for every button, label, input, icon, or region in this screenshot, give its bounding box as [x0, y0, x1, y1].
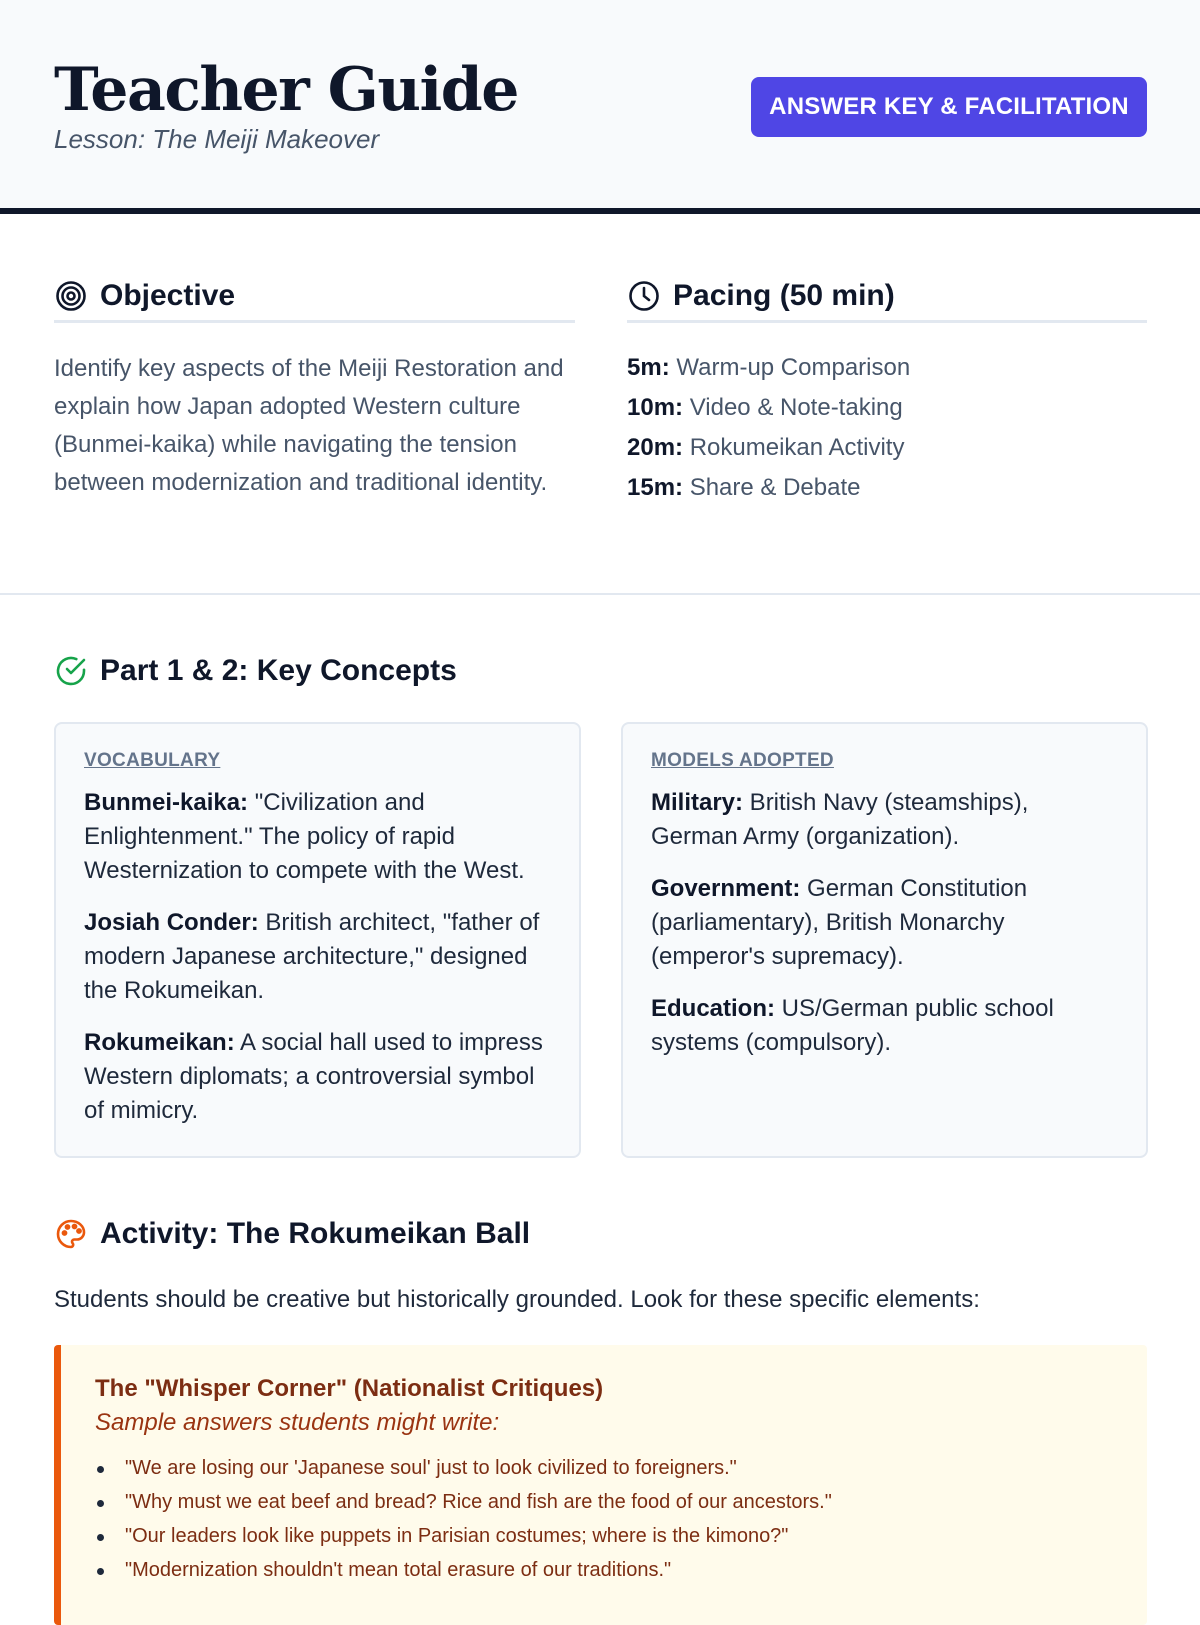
- vocabulary-card: [54, 722, 581, 1158]
- pacing-item: [627, 428, 910, 468]
- pacing-activity: Warm-up Comparison: [669, 354, 911, 381]
- vocab-definition: British architect, "father of modern Japanese architecture," designed the Rokumeikan.: [84, 909, 540, 1004]
- whisper-corner-callout: [54, 1345, 1147, 1625]
- vocab-term: Josiah Conder:: [84, 909, 259, 936]
- model-term: Government:: [651, 875, 801, 902]
- check-circle-icon: [54, 654, 88, 688]
- model-entry: [651, 872, 1118, 974]
- objective-heading-label: Objective: [100, 279, 236, 312]
- pacing-time: 10m:: [627, 394, 684, 421]
- model-entry: [651, 992, 1118, 1060]
- pacing-heading: [627, 279, 895, 313]
- vocab-entry: [84, 906, 551, 1008]
- lesson-subtitle: Lesson: The Meiji Makeover: [54, 124, 380, 154]
- model-term: Military:: [651, 789, 744, 816]
- sample-answer: "Our leaders look like puppets in Parisian costumes; where is the kimono?": [95, 1519, 1147, 1553]
- clock-icon: [627, 279, 661, 313]
- sample-answers-list: [95, 1451, 1147, 1587]
- page-header: [0, 0, 1200, 214]
- sample-answer: "We are losing our 'Japanese soul' just to look civilized to foreigners.": [95, 1451, 1147, 1485]
- concepts-heading-label: Part 1 & 2: Key Concepts: [100, 654, 457, 687]
- callout-title: The "Whisper Corner" (Nationalist Critiques): [95, 1375, 604, 1402]
- activity-intro: Students should be creative but historically grounded. Look for these specific elements:: [54, 1286, 980, 1313]
- vocab-term: Rokumeikan:: [84, 1029, 235, 1056]
- vocabulary-label: VOCABULARY: [84, 750, 221, 771]
- objective-heading: [54, 279, 235, 313]
- target-icon: [54, 279, 88, 313]
- pacing-item: [627, 348, 910, 388]
- model-definition: German Constitution (parliamentary), British Monarchy (emperor's supremacy).: [651, 875, 1028, 970]
- pacing-time: 15m:: [627, 474, 684, 501]
- sample-answer: "Why must we eat beef and bread? Rice and fish are the food of our ancestors.": [95, 1485, 1147, 1519]
- models-label: MODELS ADOPTED: [651, 750, 834, 771]
- pacing-list: [627, 348, 910, 508]
- vocab-definition: "Civilization and Enlightenment." The policy of rapid Westernization to compete with the West.: [84, 789, 525, 884]
- sample-answer: "Modernization shouldn't mean total erasure of our traditions.": [95, 1553, 1147, 1587]
- pacing-time: 20m:: [627, 434, 684, 461]
- vocab-entry: [84, 1026, 551, 1128]
- vocab-entry: [84, 786, 551, 888]
- vocab-definition: A social hall used to impress Western diplomats; a controversial symbol of mimicry.: [84, 1029, 543, 1124]
- objective-rule: [54, 320, 575, 323]
- pacing-activity: Share & Debate: [683, 474, 861, 501]
- model-term: Education:: [651, 995, 775, 1022]
- palette-icon: [54, 1217, 88, 1251]
- pacing-item: [627, 468, 910, 508]
- models-card: [621, 722, 1148, 1158]
- callout-subtitle: Sample answers students might write:: [95, 1409, 500, 1436]
- model-definition: US/German public school systems (compulsory).: [651, 995, 1054, 1056]
- pacing-time: 5m:: [627, 354, 670, 381]
- activity-heading-label: Activity: The Rokumeikan Ball: [100, 1217, 531, 1250]
- model-definition: British Navy (steamships), German Army (organization).: [651, 789, 1029, 850]
- model-entry: [651, 786, 1118, 854]
- pacing-activity: Rokumeikan Activity: [683, 434, 905, 461]
- concepts-heading: [54, 654, 457, 688]
- pacing-activity: Video & Note-taking: [683, 394, 903, 421]
- page-title: Teacher Guide: [54, 55, 518, 125]
- vocab-term: Bunmei-kaika:: [84, 789, 249, 816]
- section-divider: [0, 593, 1200, 595]
- answer-key-badge: ANSWER KEY & FACILITATION: [751, 77, 1147, 137]
- pacing-heading-label: Pacing (50 min): [673, 279, 895, 312]
- pacing-rule: [627, 320, 1147, 323]
- activity-heading: [54, 1217, 530, 1251]
- objective-text: Identify key aspects of the Meiji Restoration and explain how Japan adopted Western culture (Bunmei-kaika) while navigating the tension between modernization and traditional identity.: [54, 355, 564, 496]
- pacing-item: [627, 388, 910, 428]
